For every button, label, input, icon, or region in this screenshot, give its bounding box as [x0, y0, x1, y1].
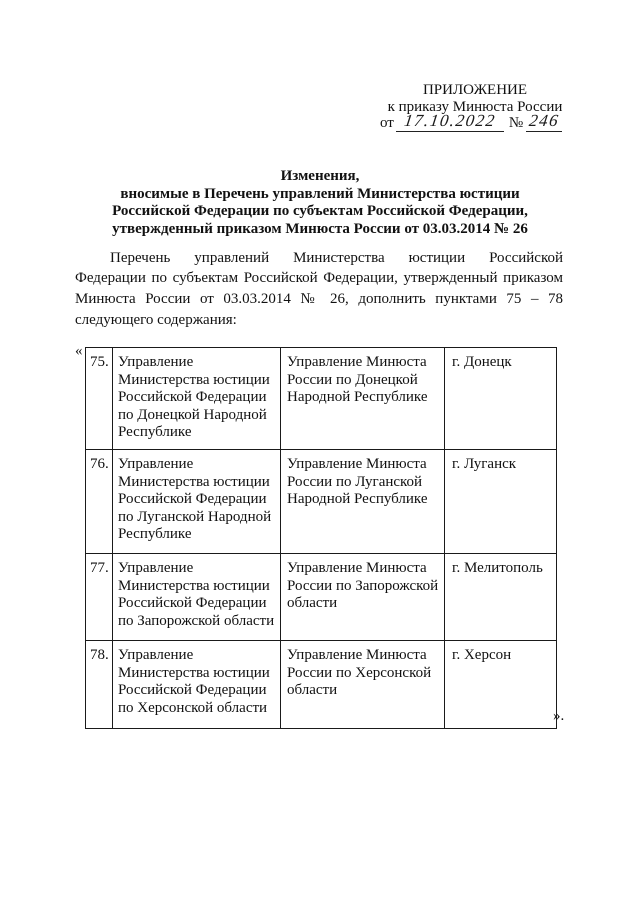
appendix-label: ПРИЛОЖЕНИЕ: [422, 82, 528, 98]
item-number-cell: 78.: [86, 641, 113, 729]
date-blank: [396, 111, 504, 132]
paragraph-line: следующего содержания:: [75, 311, 237, 328]
full-name-cell: Управление Министерства юстиции Российской Федерации по Запорожской области: [113, 554, 281, 641]
order-date-line: [380, 111, 562, 132]
city-cell: г. Херсон: [445, 641, 557, 729]
item-number-cell: 77.: [86, 554, 113, 641]
paragraph-line: Минюста России от 03.03.2014 № 26, дополнить пунктами 75 – 78: [75, 291, 563, 307]
order-reference: к приказу Минюста России: [387, 99, 563, 115]
departments-table: [85, 347, 557, 729]
item-number-cell: 75.: [86, 348, 113, 450]
intro-paragraph: [75, 248, 563, 331]
short-name-cell: Управление Минюста России по Херсонской области: [281, 641, 445, 729]
number-blank: [526, 111, 562, 132]
table-row: [86, 348, 557, 450]
item-number-cell: 76.: [86, 450, 113, 554]
date-prefix: от: [380, 115, 394, 131]
table-row: [86, 641, 557, 729]
closing-quote: ».: [553, 708, 565, 724]
paragraph-line: Федерации по субъектам Российской Федерации, утвержденный приказом: [75, 270, 563, 287]
title-line: Изменения,: [280, 168, 360, 184]
full-name-cell: Управление Министерства юстиции Российской Федерации по Луганской Народной Республике: [113, 450, 281, 554]
order-date-handwritten: 17.10.2022: [403, 111, 498, 130]
full-name-cell: Управление Министерства юстиции Российской Федерации по Донецкой Народной Республике: [113, 348, 281, 450]
title-line: утвержденный приказом Минюста России от 03.03.2014 № 26: [112, 221, 528, 238]
full-name-cell: Управление Министерства юстиции Российской Федерации по Херсонской области: [113, 641, 281, 729]
city-cell: г. Луганск: [445, 450, 557, 554]
table-row: [86, 554, 557, 641]
title-line: вносимые в Перечень управлений Министерства юстиции: [120, 185, 520, 202]
short-name-cell: Управление Минюста России по Луганской Народной Республике: [281, 450, 445, 554]
short-name-cell: Управление Минюста России по Донецкой Народной Республике: [281, 348, 445, 450]
city-cell: г. Донецк: [445, 348, 557, 450]
document-title: [60, 168, 580, 239]
paragraph-line: Перечень управлений Министерства юстиции Российской: [110, 249, 563, 266]
short-name-cell: Управление Минюста России по Запорожской области: [281, 554, 445, 641]
opening-quote: «: [75, 343, 83, 359]
city-cell: г. Мелитополь: [445, 554, 557, 641]
table-row: [86, 450, 557, 554]
number-sign: №: [508, 115, 524, 131]
order-number-handwritten: 246: [528, 111, 561, 130]
title-line: Российской Федерации по субъектам Российской Федерации,: [112, 203, 528, 220]
